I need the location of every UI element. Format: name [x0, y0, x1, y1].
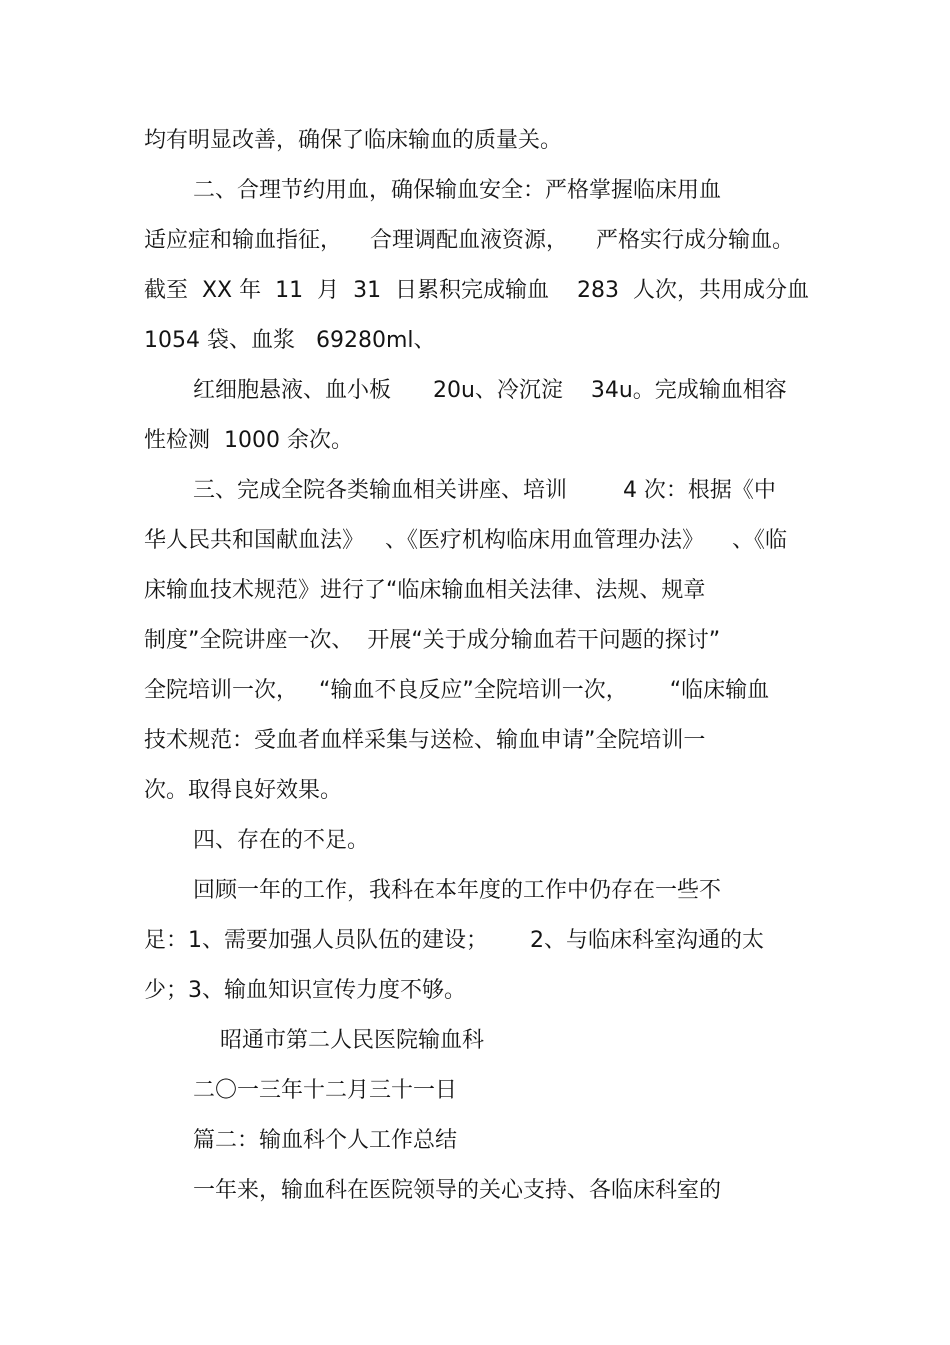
text-line: 二、合理节约用血，确保输血安全：严格掌握临床用血 — [193, 178, 722, 203]
signature-department: 昭通市第二人民医院输血科 — [220, 1028, 485, 1053]
text-line: 截至 XX 年 11 月 31 日累积完成输血 283 人次，共用成分血 — [144, 278, 810, 303]
text-line: 华人民共和国献血法》 、《医疗机构临床用血管理办法》 、《临 — [144, 528, 787, 553]
text-line: 一年来，输血科在医院领导的关心支持、各临床科室的 — [193, 1178, 722, 1203]
section-title: 篇二：输血科个人工作总结 — [193, 1128, 458, 1153]
text-line: 红细胞悬液、血小板 20u、冷沉淀 34u。完成输血相容 — [193, 378, 787, 403]
text-line: 制度”全院讲座一次、 开展“关于成分输血若干问题的探讨” — [144, 628, 721, 653]
signature-date: 二〇一三年十二月三十一日 — [193, 1078, 458, 1103]
text-line: 适应症和输血指征， 合理调配血液资源， 严格实行成分输血。 — [144, 228, 794, 253]
section-heading: 四、存在的不足。 — [193, 828, 370, 853]
text-line: 全院培训一次， “输血不良反应”全院培训一次， “临床输血 — [144, 678, 770, 703]
text-line: 少；3、输血知识宣传力度不够。 — [144, 978, 466, 1003]
text-line: 床输血技术规范》进行了“临床输血相关法律、法规、规章 — [144, 578, 706, 603]
text-line: 均有明显改善，确保了临床输血的质量关。 — [144, 128, 563, 153]
text-line: 性检测 1000 余次。 — [144, 428, 353, 453]
text-line: 技术规范：受血者血样采集与送检、输血申请”全院培训一 — [144, 728, 706, 753]
text-line: 次。取得良好效果。 — [144, 778, 343, 803]
text-line: 足：1、需要加强人员队伍的建设； 2、与临床科室沟通的太 — [144, 928, 764, 953]
text-line: 三、完成全院各类输血相关讲座、培训 4 次：根据《中 — [193, 478, 776, 503]
text-line: 1054 袋、血浆 69280ml、 — [144, 328, 436, 353]
text-line: 回顾一年的工作，我科在本年度的工作中仍存在一些不 — [193, 878, 722, 903]
